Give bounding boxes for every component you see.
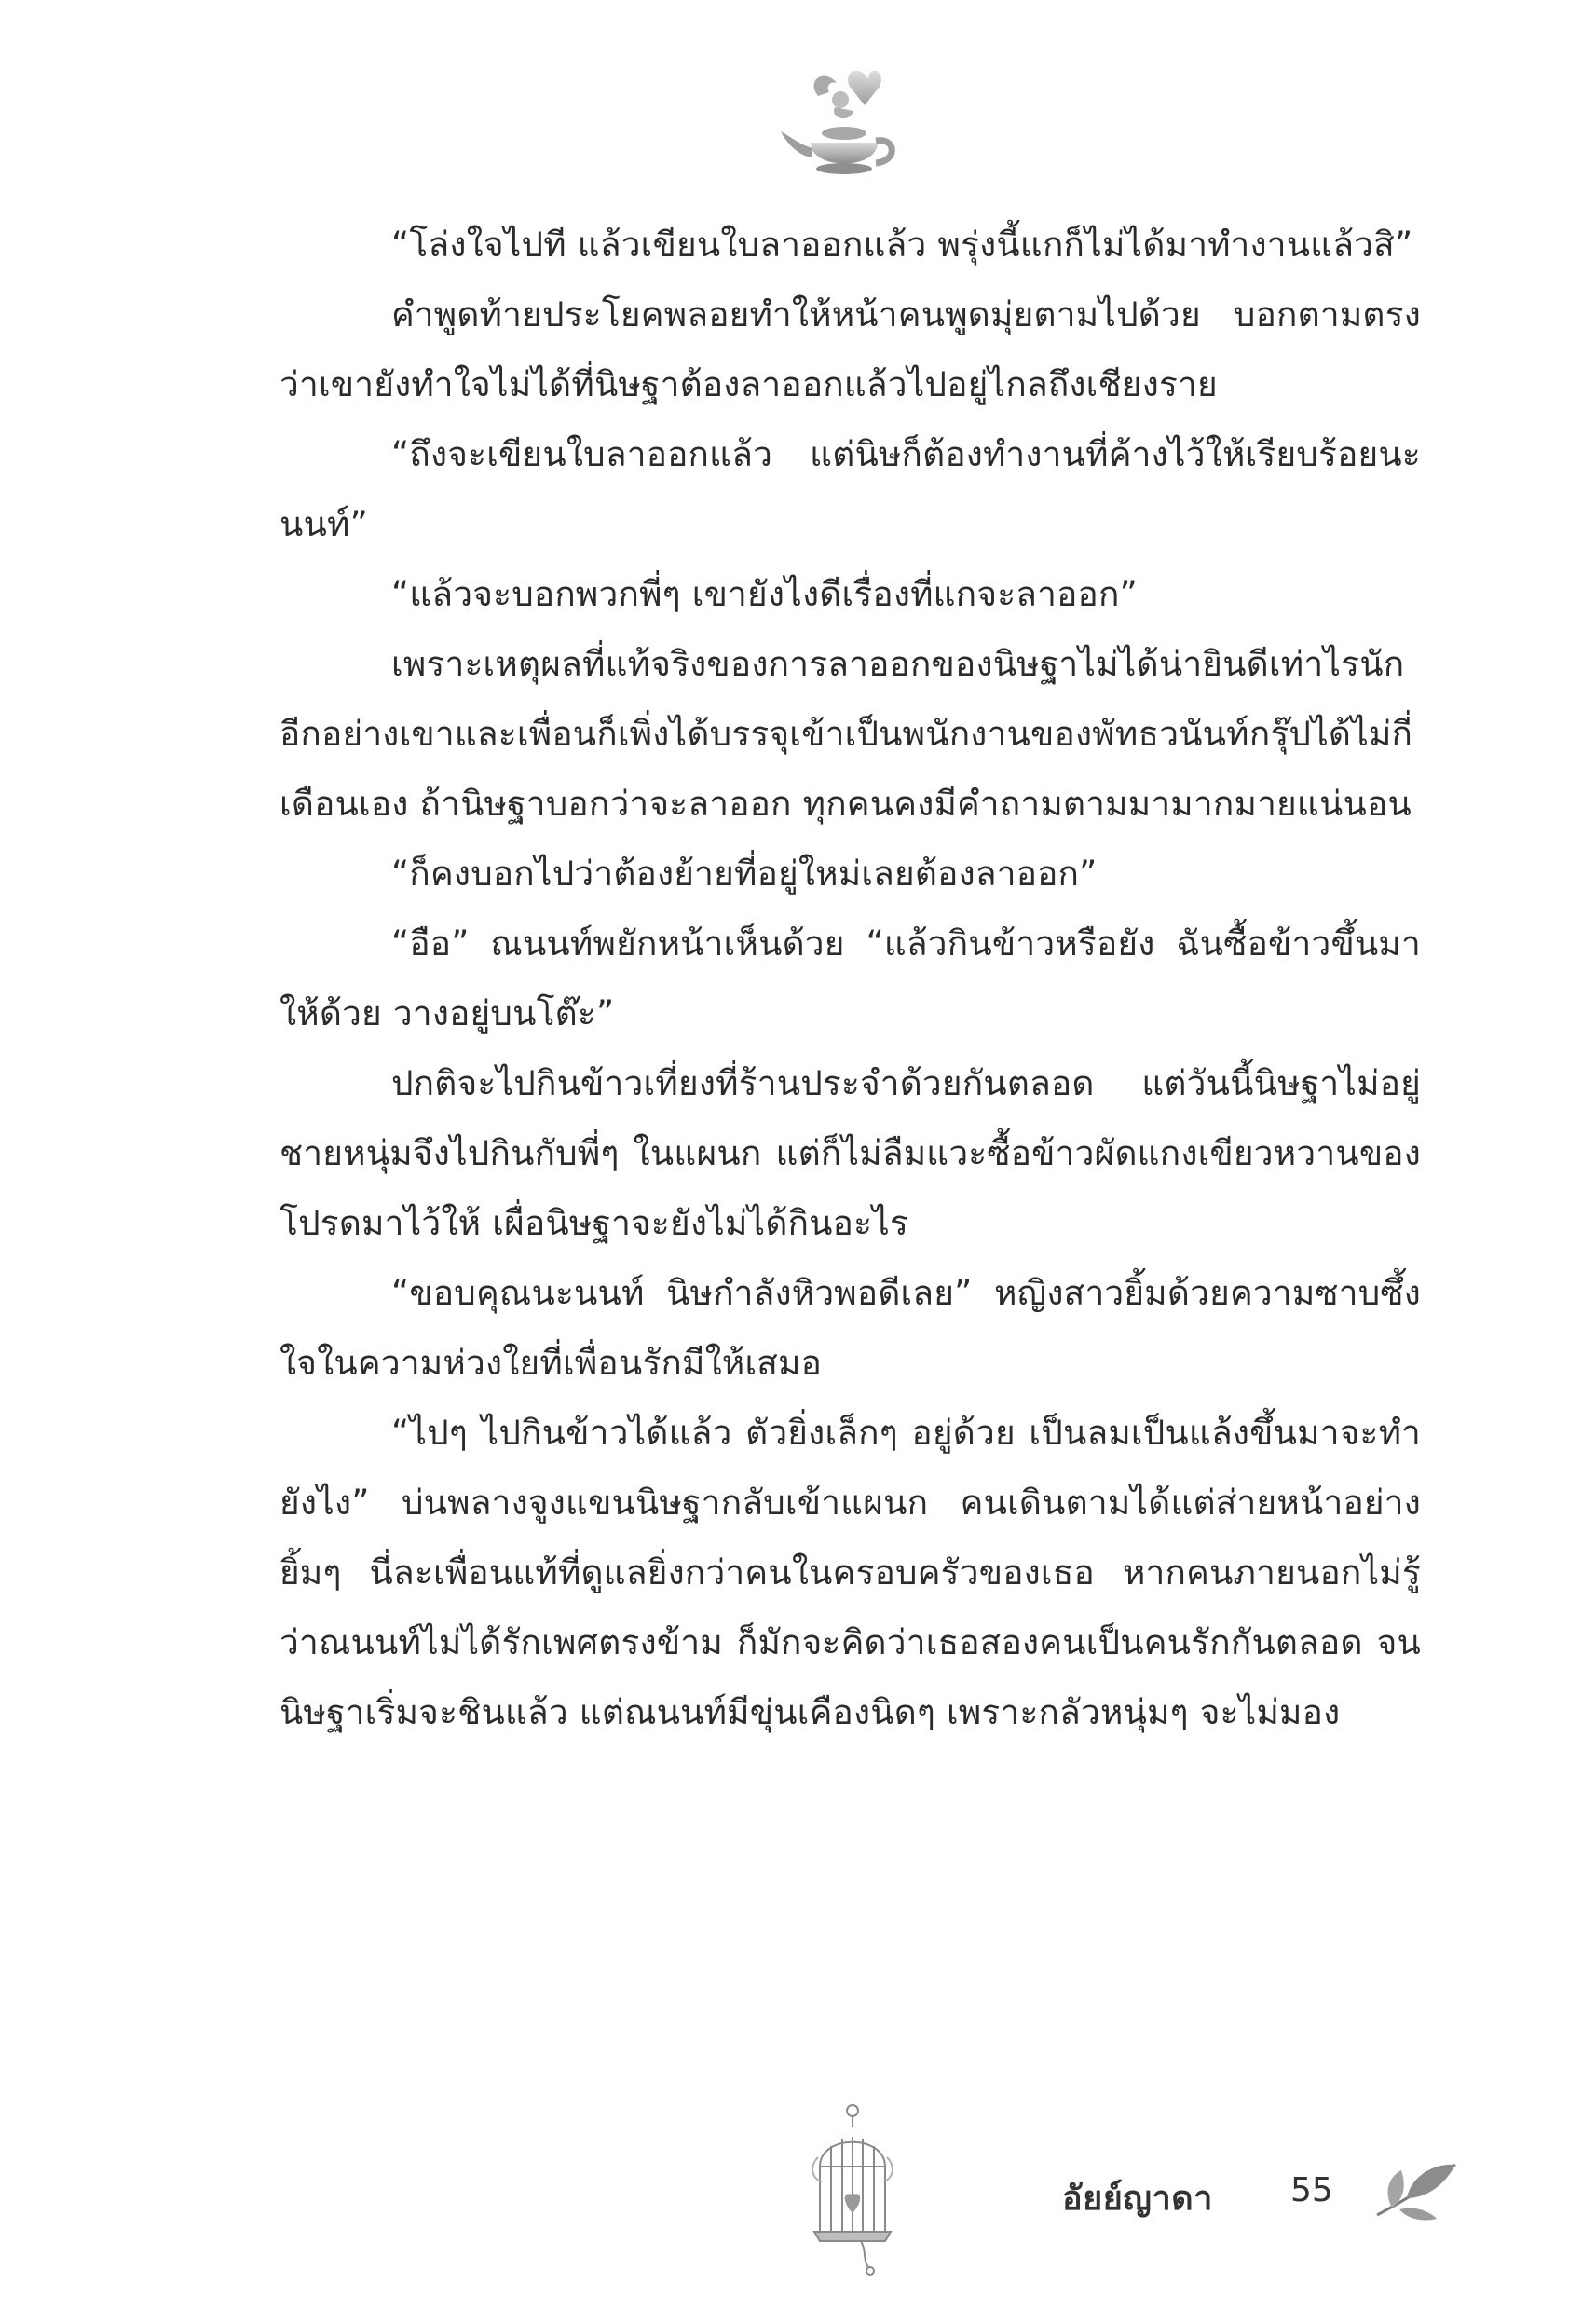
author-name: อัยย์ญาดา [1062,2180,1213,2218]
paragraph: “โล่งใจไปที แล้วเขียนใบลาออกแล้ว พรุ่งนี้แกก็ไม่ได้มาทำงานแล้วสิ” [391,225,1413,265]
paragraph: “ขอบคุณนะนนท์ นิษกำลังหิวพอดีเลย” หญิงสาวยิ้มด้วยความซาบซึ้งใจในความห่วงใยที่เพื่อนรักมีให้เสมอ [280,1273,1421,1383]
paragraph: คำพูดท้ายประโยคพลอยทำให้หน้าคนพูดมุ่ยตามไปด้วย บอกตามตรงว่าเขายังทำใจไม่ได้ที่นิษฐาต้องลาออกแล้วไปอยู่ไกลถึงเชียงราย [280,294,1421,404]
page-number: 55 [1290,2171,1333,2209]
paragraph: “อือ” ณนนท์พยักหน้าเห็นด้วย “แล้วกินข้าวหรือยัง ฉันซื้อข้าวขึ้นมาให้ด้วย วางอยู่บนโต๊ะ” [280,923,1421,1033]
paragraph: เพราะเหตุผลที่แท้จริงของการลาออกของนิษฐาไม่ได้น่ายินดีเท่าไรนัก อีกอย่างเขาและเพื่อนก็เพิ่งได้บรรจุเข้าเป็นพนักงานของพัทธวนันท์กรุ๊ปได้ไม่กี่เดือนเอง ถ้านิษฐาบอกว่าจะลาออก ทุกคนคงมีคำถามตามมามากมายแน่นอน [280,644,1413,824]
paragraph: ปกติจะไปกินข้าวเที่ยงที่ร้านประจำด้วยกันตลอด แต่วันนี้นิษฐาไม่อยู่ ชายหนุ่มจึงไปกินกับพี่ๆ ในแผนก แต่ก็ไม่ลืมแวะซื้อข้าวผัดแกงเขียวหวานของโปรดมาไว้ให้ เผื่อนิษฐาจะยังไม่ได้กินอะไร [280,1063,1421,1243]
teapot-cupid-ornament-icon [764,51,913,191]
paragraph: “ถึงจะเขียนใบลาออกแล้ว แต่นิษก็ต้องทำงานที่ค้างไว้ให้เรียบร้อยนะนนท์” [280,434,1421,544]
body-text [280,210,1421,1747]
paragraph: “แล้วจะบอกพวกพี่ๆ เขายังไงดีเรื่องที่แกจะลาออก” [391,574,1138,614]
paragraph: “ก็คงบอกไปว่าต้องย้ายที่อยู่ใหม่เลยต้องลาออก” [391,854,1098,894]
birdcage-heart-icon [801,2101,904,2278]
tea-leaf-icon [1370,2157,1463,2222]
paragraph: “ไปๆ ไปกินข้าวได้แล้ว ตัวยิ่งเล็กๆ อยู่ด้วย เป็นลมเป็นแล้งขึ้นมาจะทำยังไง” บ่นพลางจูงแขนนิษฐากลับเข้าแผนก คนเดินตามได้แต่ส่ายหน้าอย่างยิ้มๆ นี่ละเพื่อนแท้ที่ดูแลยิ่งกว่าคนในครอบครัวของเธอ หากคนภายนอกไม่รู้ว่าณนนท์ไม่ได้รักเพศตรงข้าม ก็มักจะคิดว่าเธอสองคนเป็นคนรักกันตลอด จนนิษฐาเริ่มจะชินแล้ว แต่ณนนท์มีขุ่นเคืองนิดๆ เพราะกลัวหนุ่มๆ จะไม่มอง [280,1413,1421,1732]
